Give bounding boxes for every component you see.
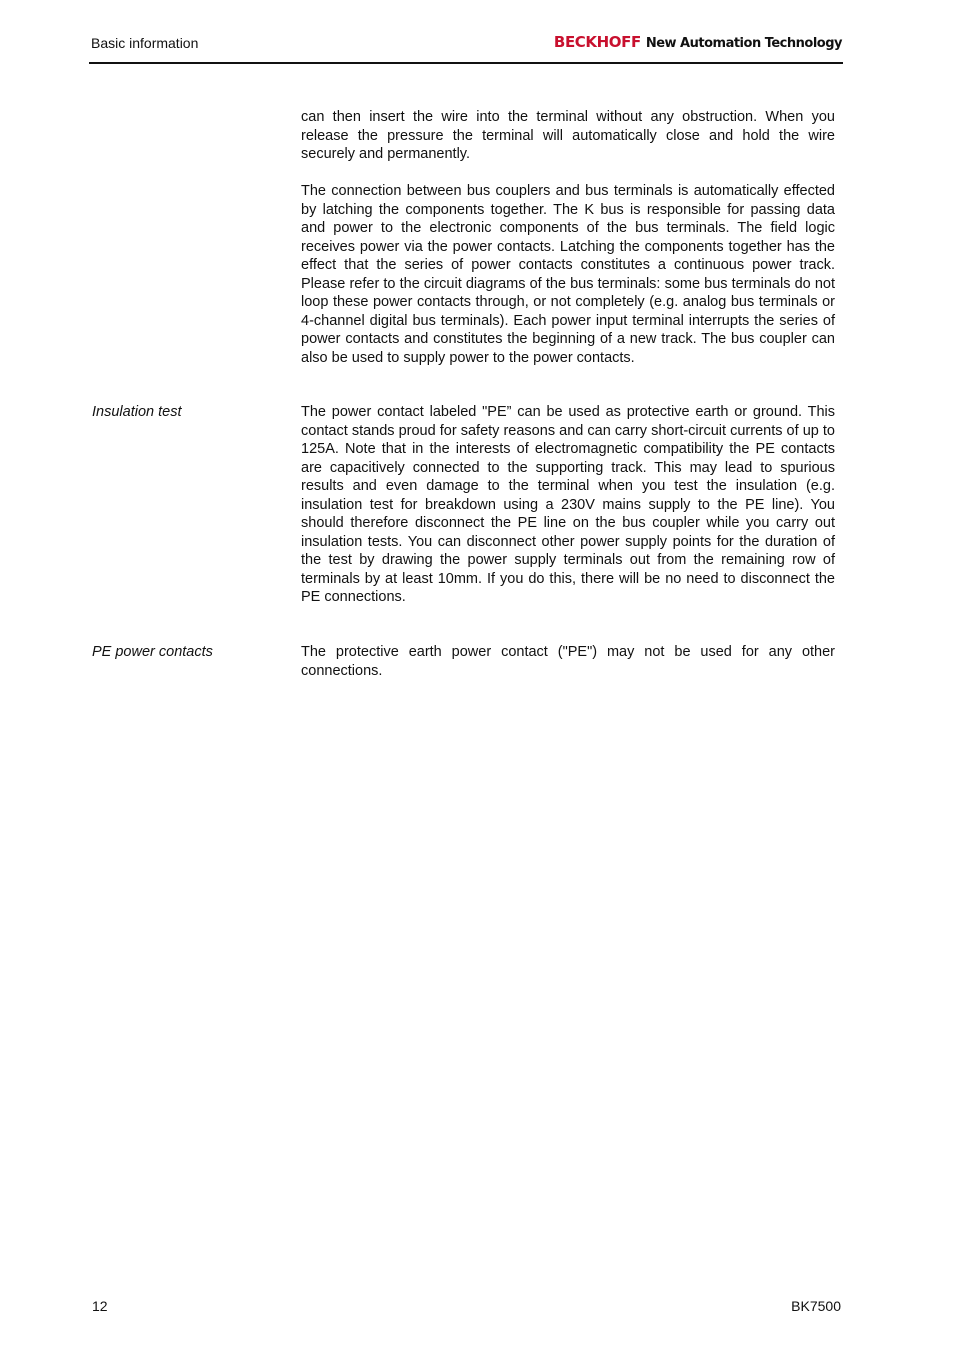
section-title: Basic information xyxy=(91,35,199,51)
brand xyxy=(554,33,842,52)
document-id: BK7500 xyxy=(791,1298,841,1314)
pe-power-contacts-label: PE power contacts xyxy=(92,644,213,660)
beckhoff-logo: BECKHOFF xyxy=(553,33,641,51)
insulation-test-paragraph: The power contact labeled "PE” can be used as protective earth or ground. This contact stands proud for safety reasons and can carry short-circuit currents of up to 125A. Note that in the interests of electromagnetic compatibility the PE contacts are capacitively connected to the supporting track. This may lead to spurious results and even damage to the terminal when you test the insulation (e.g. insulation test for breakdown using a 230V mains supply to the PE line). You should therefore disconnect the PE line on the bus coupler while you carry out insulation tests. You can disconnect other power supply points for the duration of the test by drawing the power supply terminals out from the remaining row of terminals by at least 10mm. If you do this, there will be no need to disconnect the PE connections. xyxy=(301,404,835,605)
pe-power-contacts-paragraph: The protective earth power contact ("PE") may not be used for any other connections. xyxy=(301,644,835,679)
insulation-test-label: Insulation test xyxy=(92,404,182,420)
brand-tagline: New Automation Technology xyxy=(645,36,842,51)
continuation-paragraph: can then insert the wire into the terminal without any obstruction. When you release the pressure the terminal will automatically close and hold the wire securely and permanently. xyxy=(301,109,835,162)
page-header xyxy=(89,30,843,64)
connection-paragraph: The connection between bus couplers and bus terminals is automatically effected by latching the components together. The K bus is responsible for passing data and power to the electronic components of the bus terminals. The field logic receives power via the power contacts. Latching the components together has the effect that the series of power contacts constitutes a continuous power track. Please refer to the circuit diagrams of the bus terminals: some bus terminals do not loop these power contacts through, or not completely (e.g. analog bus terminals or 4-channel digital bus terminals). Each power input terminal interrupts the series of power contacts and constitutes the beginning of a new track. The bus coupler can also be used to supply power to the power contacts. xyxy=(301,183,835,366)
page-number: 12 xyxy=(92,1298,108,1314)
